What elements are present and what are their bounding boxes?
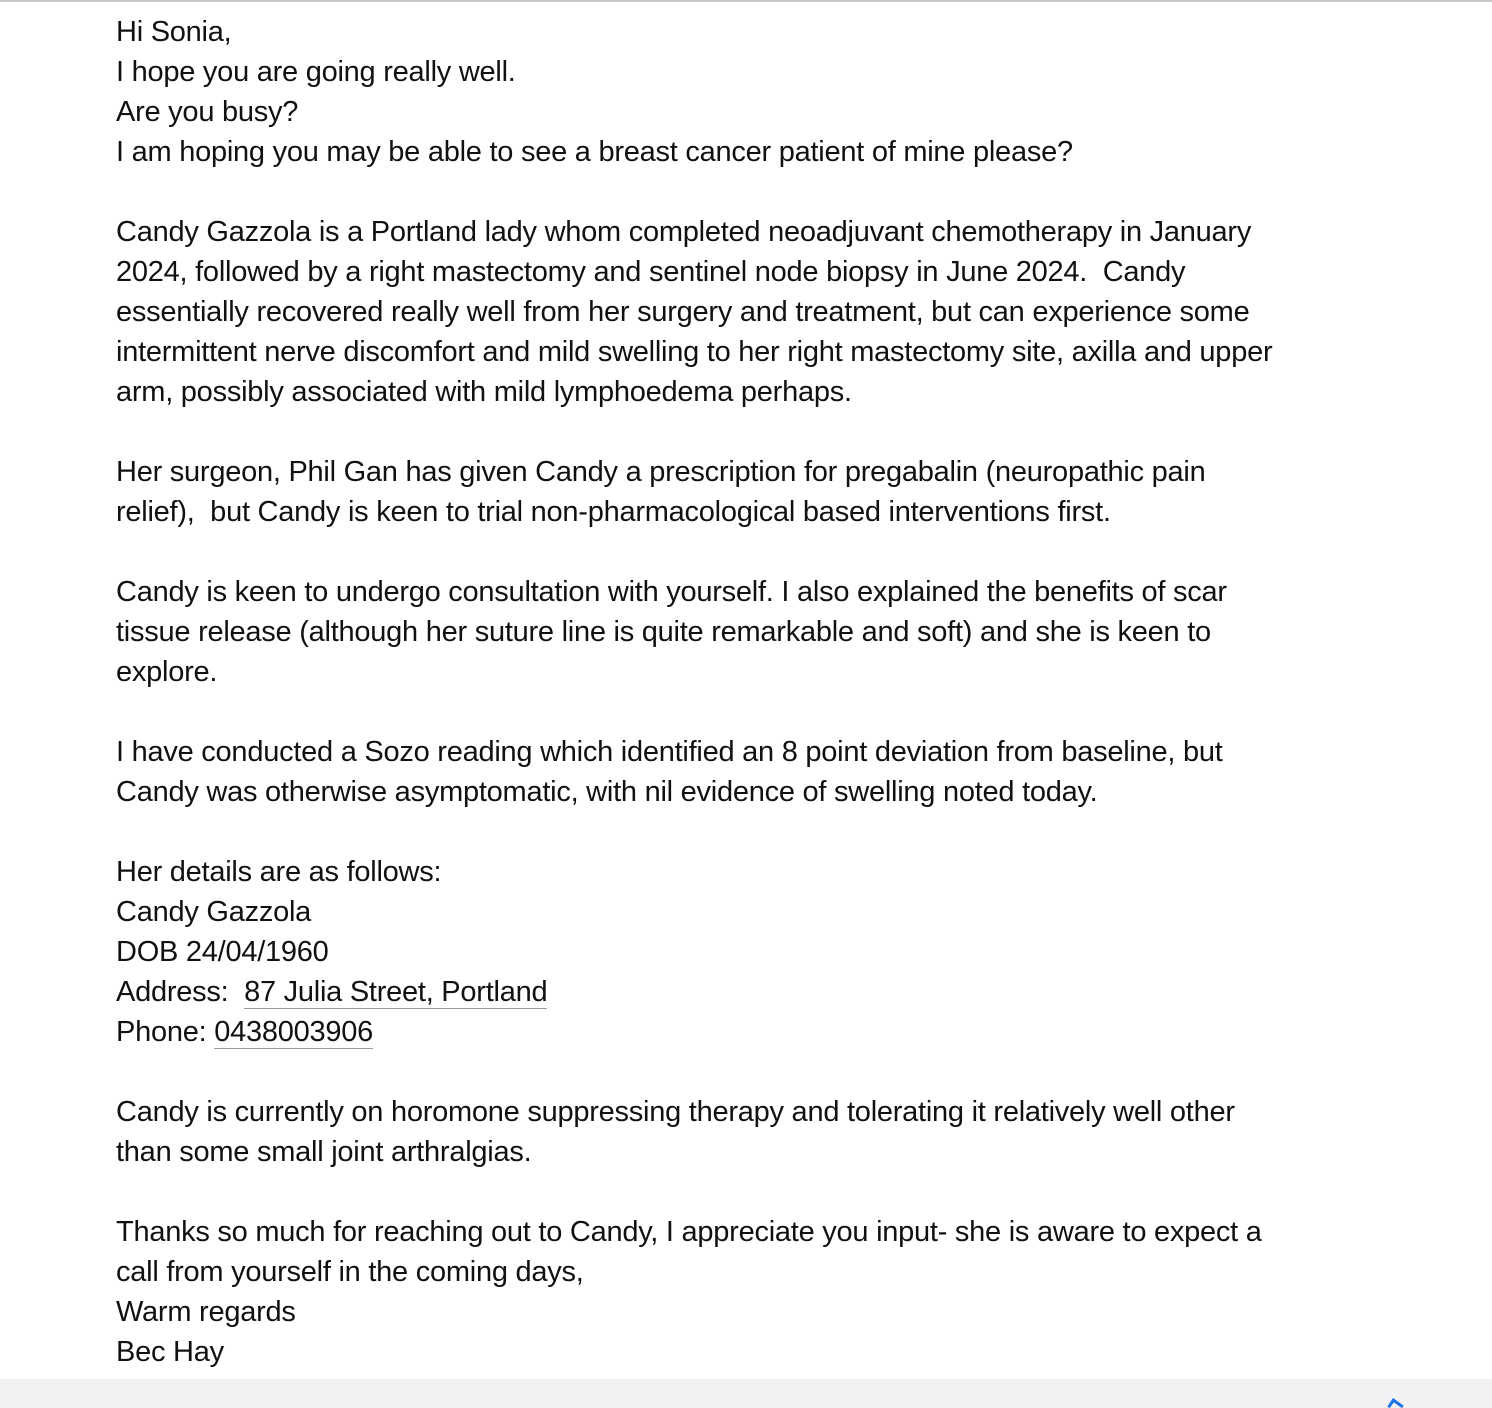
greeting-line: Hi Sonia, xyxy=(116,16,232,48)
text-line: essentially recovered really well from her surgery and treatment, but can experience some xyxy=(116,296,1250,328)
text-line: relief), but Candy is keen to trial non-pharmacological based interventions first. xyxy=(116,496,1111,528)
text-line: Candy is currently on horomone suppressing therapy and tolerating it relatively well other xyxy=(116,1096,1235,1128)
paragraph-gap xyxy=(116,692,1446,732)
paragraph-history xyxy=(116,212,1446,412)
patient-name: Candy Gazzola xyxy=(116,896,312,928)
paragraph-therapy xyxy=(116,1092,1446,1172)
text-line: than some small joint arthralgias. xyxy=(116,1136,532,1168)
text-line: call from yourself in the coming days, xyxy=(116,1256,584,1288)
paragraph-gap xyxy=(116,172,1446,212)
paragraph-sozo xyxy=(116,732,1446,812)
patient-phone xyxy=(116,1012,1446,1052)
phone-link[interactable]: 0438003906 xyxy=(214,1016,374,1048)
sender-name: Bec Hay xyxy=(116,1336,224,1368)
text-line: tissue release (although her suture line is quite remarkable and soft) and she is keen to xyxy=(116,616,1211,648)
top-divider xyxy=(0,0,1492,2)
text-line: arm, possibly associated with mild lymphoedema perhaps. xyxy=(116,376,852,408)
paragraph-gap xyxy=(116,812,1446,852)
footer-toolbar xyxy=(0,1379,1492,1408)
greeting-line: I am hoping you may be able to see a breast cancer patient of mine please? xyxy=(116,136,1073,168)
greeting-line: I hope you are going really well. xyxy=(116,56,516,88)
text-line: Candy is keen to undergo consultation with yourself. I also explained the benefits of scar xyxy=(116,576,1227,608)
text-line: I have conducted a Sozo reading which identified an 8 point deviation from baseline, but xyxy=(116,736,1223,768)
sign-off: Warm regards xyxy=(116,1296,296,1328)
closing-block xyxy=(116,1212,1446,1372)
address-label: Address: xyxy=(116,976,245,1008)
text-line: intermittent nerve discomfort and mild swelling to her right mastectomy site, axilla and upper xyxy=(116,336,1273,368)
text-line: Candy was otherwise asymptomatic, with nil evidence of swelling noted today. xyxy=(116,776,1098,808)
paragraph-gap xyxy=(116,1052,1446,1092)
paragraph-gap xyxy=(116,1172,1446,1212)
text-line: Candy Gazzola is a Portland lady whom completed neoadjuvant chemotherapy in January xyxy=(116,216,1252,248)
paragraph-surgeon xyxy=(116,452,1446,532)
phone-label: Phone: xyxy=(116,1016,215,1048)
chevron-icon[interactable] xyxy=(1387,1398,1403,1408)
details-intro: Her details are as follows: xyxy=(116,856,442,888)
text-line: Thanks so much for reaching out to Candy, I appreciate you input- she is aware to expect a xyxy=(116,1216,1262,1248)
greeting-block xyxy=(116,12,1446,172)
patient-address xyxy=(116,972,1446,1012)
paragraph-consultation xyxy=(116,572,1446,692)
paragraph-gap xyxy=(116,412,1446,452)
text-line: explore. xyxy=(116,656,218,688)
patient-dob: DOB 24/04/1960 xyxy=(116,936,329,968)
email-body xyxy=(116,12,1446,1372)
patient-details xyxy=(116,852,1446,1052)
text-line: 2024, followed by a right mastectomy and sentinel node biopsy in June 2024. Candy xyxy=(116,256,1186,288)
address-link[interactable]: 87 Julia Street, Portland xyxy=(244,976,548,1008)
text-line: Her surgeon, Phil Gan has given Candy a prescription for pregabalin (neuropathic pain xyxy=(116,456,1206,488)
paragraph-gap xyxy=(116,532,1446,572)
greeting-line: Are you busy? xyxy=(116,96,299,128)
